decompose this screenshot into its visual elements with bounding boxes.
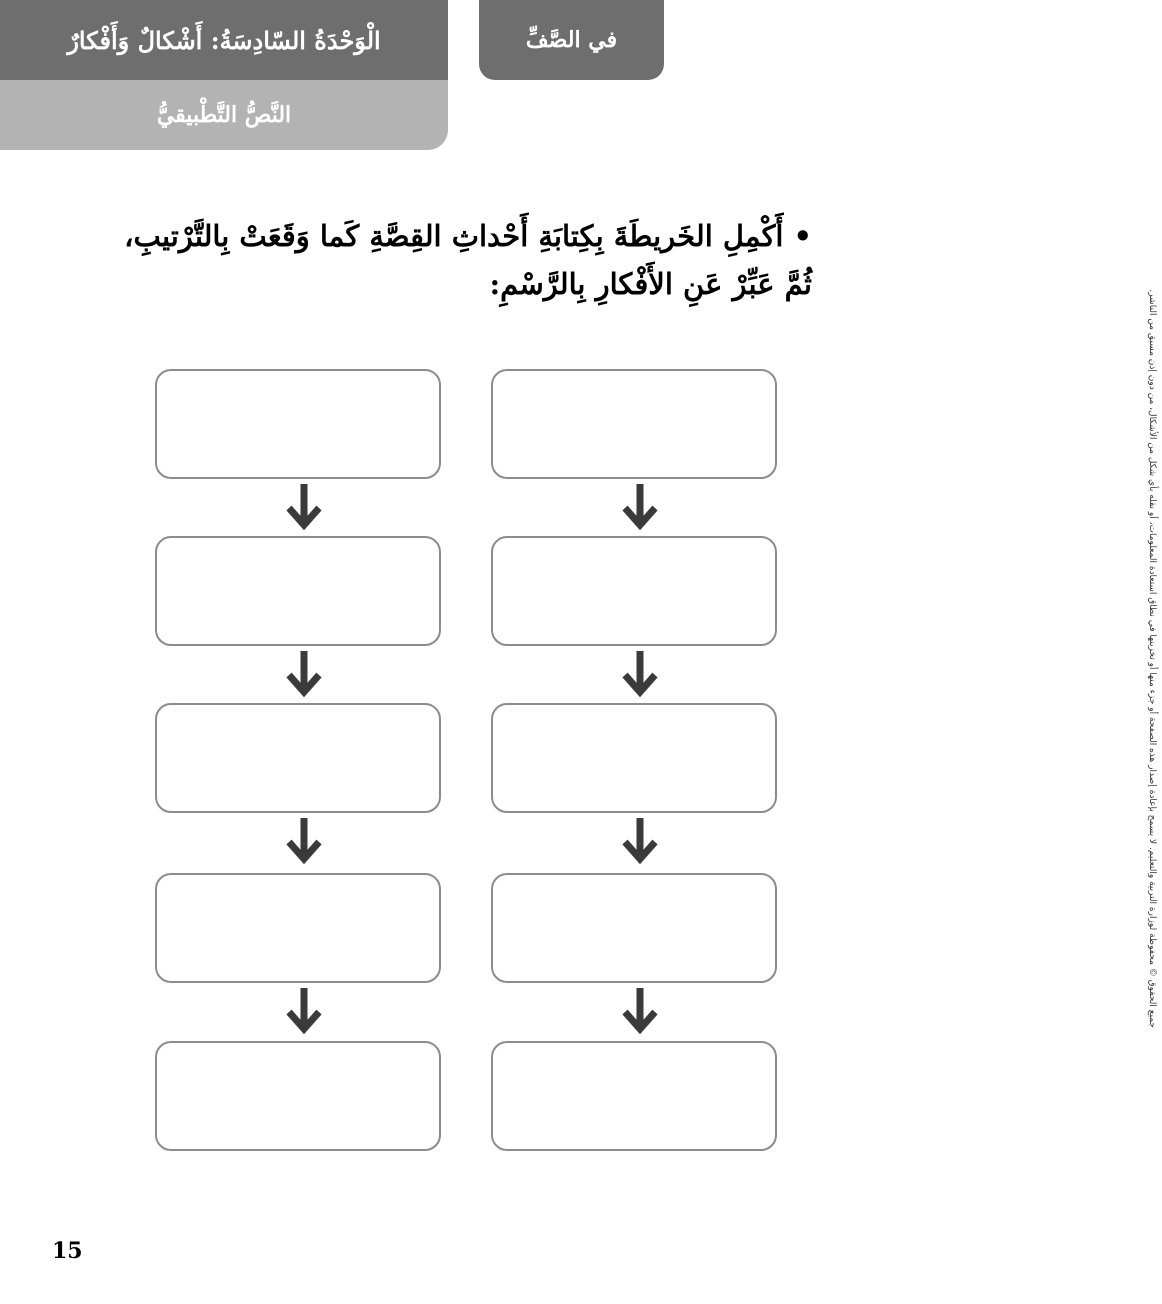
down-arrow-icon — [620, 482, 660, 532]
down-arrow-icon — [284, 482, 324, 532]
unit-title: الْوَحْدَةُ السّادِسَةُ: أَشْكالٌ وَأَفْكارٌ — [67, 25, 381, 55]
event-box-right-2[interactable] — [491, 536, 777, 646]
drawing-box-left-2[interactable] — [155, 536, 441, 646]
page-number: 15 — [52, 1238, 83, 1264]
copyright-note: جميع الحقوق © محفوظة لوزارة التربية والتعليم. لا يسمح بإعادة إصدار هذه الصفحة أو جزء منها أو تخزينها في نطاق استعادة المعلومات، أو نقله بأي شكل من الأشكال، من دون إذن مسبق من الناشر. — [1147, 289, 1157, 1028]
event-box-right-1[interactable] — [491, 369, 777, 479]
section-title-tab — [0, 80, 448, 150]
drawing-box-left-4[interactable] — [155, 873, 441, 983]
event-box-right-4[interactable] — [491, 873, 777, 983]
drawing-box-left-5[interactable] — [155, 1041, 441, 1151]
drawing-box-left-3[interactable] — [155, 703, 441, 813]
unit-title-tab — [0, 0, 448, 80]
down-arrow-icon — [284, 649, 324, 699]
down-arrow-icon — [620, 986, 660, 1036]
drawing-box-left-1[interactable] — [155, 369, 441, 479]
class-label-tab — [479, 0, 664, 80]
class-label: في الصَّفِّ — [525, 27, 618, 53]
down-arrow-icon — [620, 649, 660, 699]
event-box-right-3[interactable] — [491, 703, 777, 813]
down-arrow-icon — [284, 816, 324, 866]
instruction-bullet: • — [793, 219, 812, 253]
instruction-text: أَكْمِلِ الخَريطَةَ بِكِتابَةِ أَحْداثِ القِصَّةِ كَما وَقَعَتْ بِالتَّرْتيبِ، ثُمَّ عَبِّرْ عَنِ الأَفْكارِ بِالرَّسْمِ: — [124, 219, 812, 301]
event-box-right-5[interactable] — [491, 1041, 777, 1151]
instruction — [100, 212, 812, 308]
section-title: النَّصُّ التَّطْبيقيُّ — [156, 102, 292, 128]
down-arrow-icon — [284, 986, 324, 1036]
down-arrow-icon — [620, 816, 660, 866]
